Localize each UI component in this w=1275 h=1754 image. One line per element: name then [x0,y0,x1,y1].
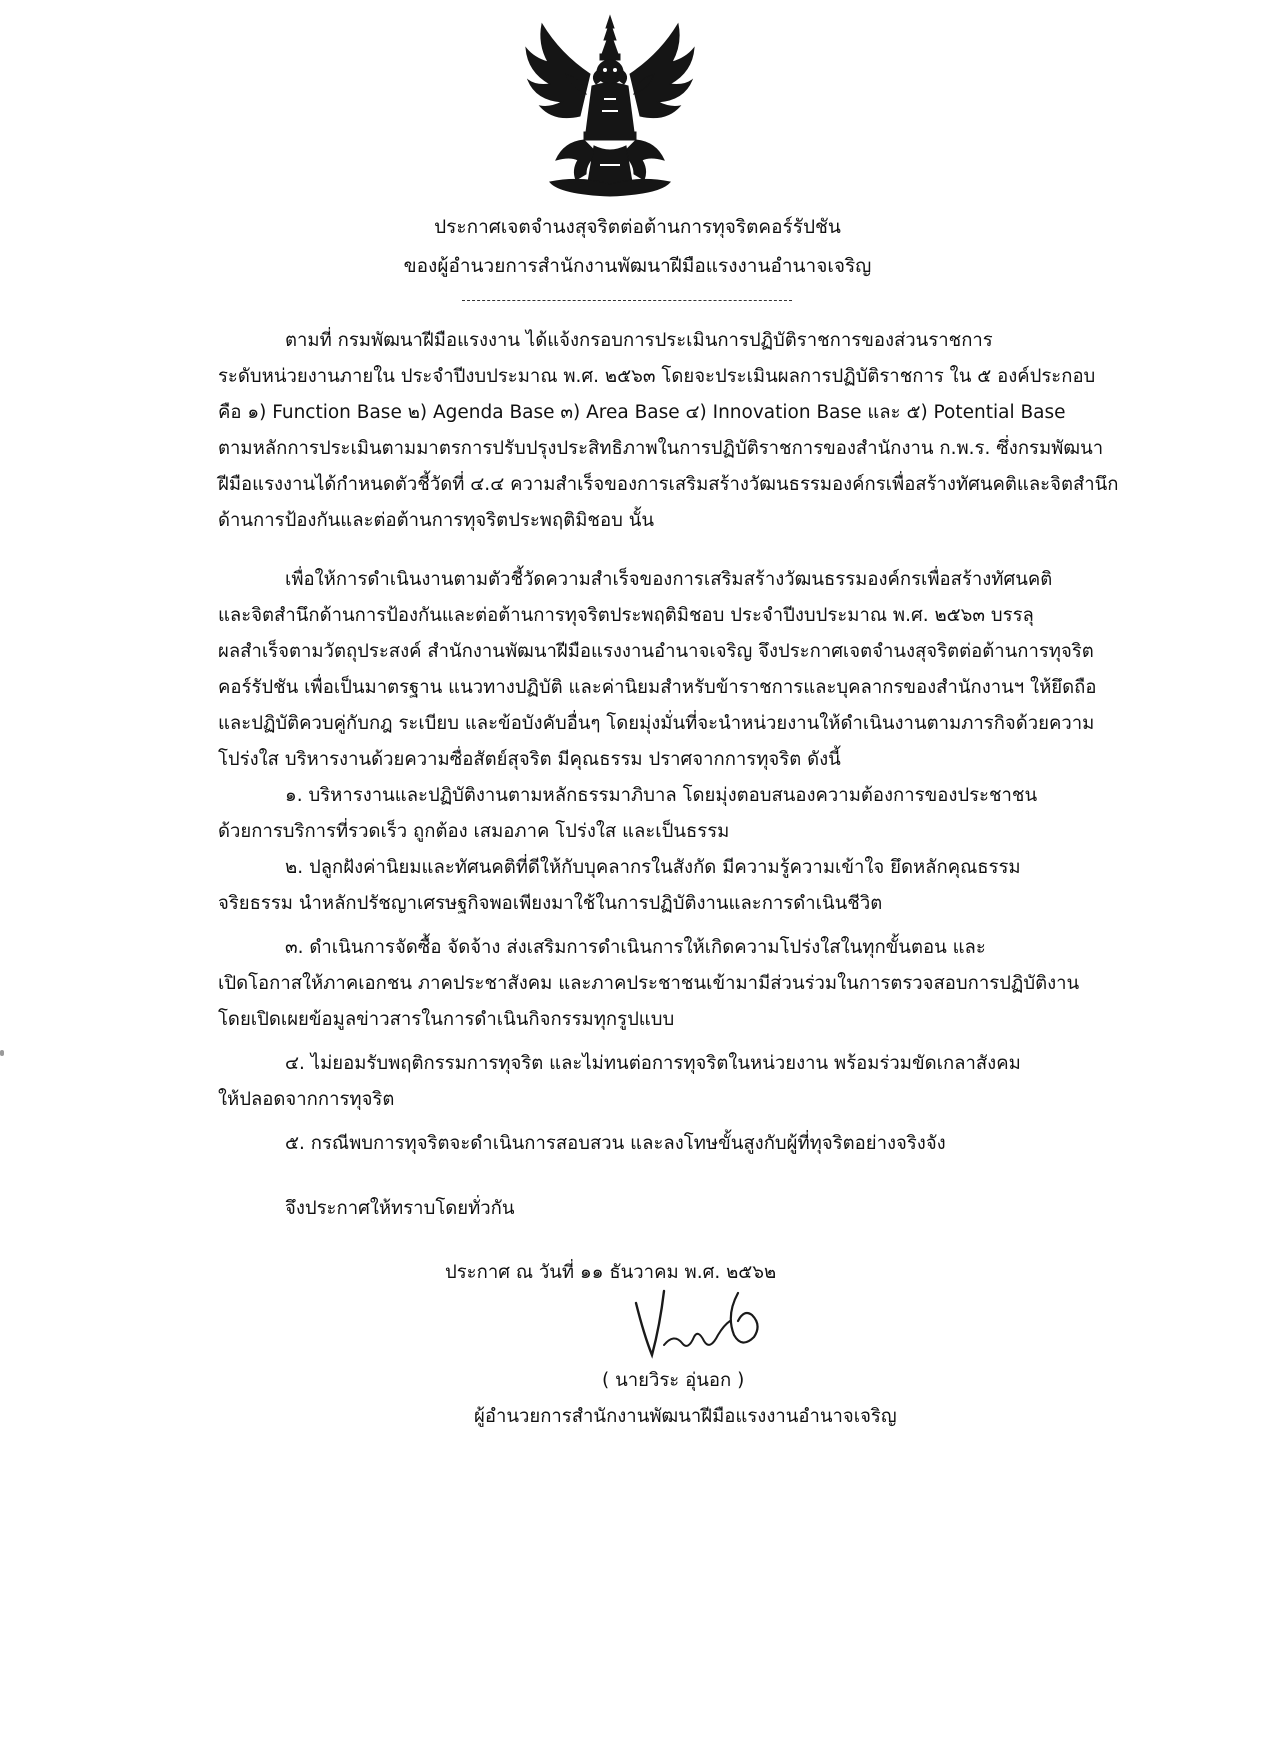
signer-position: ผู้อำนวยการสำนักงานพัฒนาฝีมือแรงงานอำนาจเจริญ [474,1406,897,1427]
para2-line: ผลสำเร็จตามวัตถุประสงค์ สำนักงานพัฒนาฝีมือแรงงานอำนาจเจริญ จึงประกาศเจตจำนงสุจริตต่อต้านการทุจริต [218,641,1094,662]
para2-line: โปร่งใส บริหารงานด้วยความซื่อสัตย์สุจริต มีคุณธรรม ปราศจากการทุจริต ดังนี้ [218,749,841,770]
signer-name: ( นายวิระ อุ่นอก ) [602,1370,745,1391]
item3-line: ๓. ดำเนินการจัดซื้อ จัดจ้าง ส่งเสริมการดำเนินการให้เกิดความโปร่งใสในทุกขั้นตอน และ [285,937,986,958]
para1-line: ระดับหน่วยงานภายใน ประจำปีงบประมาณ พ.ศ. ๒๕๖๓ โดยจะประเมินผลการปฏิบัติราชการ ใน ๕ องค์ประกอบ [218,366,1096,387]
para1-line: ตามที่ กรมพัฒนาฝีมือแรงงาน ได้แจ้งกรอบการประเมินการปฏิบัติราชการของส่วนราชการ [285,330,993,351]
announcement-date: ประกาศ ณ วันที่ ๑๑ ธันวาคม พ.ศ. ๒๕๖๒ [445,1262,777,1283]
para2-line: คอร์รัปชัน เพื่อเป็นมาตรฐาน แนวทางปฏิบัติ และค่านิยมสำหรับข้าราชการและบุคลากรของสำนักงานฯ ให้ยึดถือ [218,677,1097,698]
item1-line: ๑. บริหารงานและปฏิบัติงานตามหลักธรรมาภิบาล โดยมุ่งตอบสนองความต้องการของประชาชน [285,785,1038,806]
announcement-title: ประกาศเจตจำนงสุจริตต่อต้านการทุจริตคอร์รัปชัน [434,216,841,238]
para2-line: และปฏิบัติควบคู่กับกฎ ระเบียบ และข้อบังคับอื่นๆ โดยมุ่งมั่นที่จะนำหน่วยงานให้ดำเนินงานตามภารกิจด้วยความ [218,713,1095,734]
para1-line: คือ ๑) Function Base ๒) Agenda Base ๓) Area Base ๔) Innovation Base และ ๕) Potential Base [218,402,1066,423]
para2-line: และจิตสำนึกด้านการป้องกันและต่อต้านการทุจริตประพฤติมิชอบ ประจำปีงบประมาณ พ.ศ. ๒๕๖๓ บรรลุ [218,605,1034,626]
scan-mark [0,1050,4,1056]
item3-line: โดยเปิดเผยข้อมูลข่าวสารในการดำเนินกิจกรรมทุกรูปแบบ [218,1009,675,1030]
item3-line: เปิดโอกาสให้ภาคเอกชน ภาคประชาสังคม และภาคประชาชนเข้ามามีส่วนร่วมในการตรวจสอบการปฏิบัติงาน [218,973,1080,994]
handwritten-signature-icon [630,1285,775,1365]
item2-line: ๒. ปลูกฝังค่านิยมและทัศนคติที่ดีให้กับบุคลากรในสังกัด มีความรู้ความเข้าใจ ยึดหลักคุณธรรม [285,857,1021,878]
item4-line: ให้ปลอดจากการทุจริต [218,1089,395,1110]
item2-line: จริยธรรม นำหลักปรัชญาเศรษฐกิจพอเพียงมาใช้ในการปฏิบัติงานและการดำเนินชีวิต [218,893,883,914]
para2-line: เพื่อให้การดำเนินงานตามตัวชี้วัดความสำเร็จของการเสริมสร้างวัฒนธรรมองค์กรเพื่อสร้างทัศนคติ [285,569,1053,590]
item1-line: ด้วยการบริการที่รวดเร็ว ถูกต้อง เสมอภาค โปร่งใส และเป็นธรรม [218,821,730,842]
closing-statement: จึงประกาศให้ทราบโดยทั่วกัน [285,1198,515,1219]
para1-line: ตามหลักการประเมินตามมาตรการปรับปรุงประสิทธิภาพในการปฏิบัติราชการของสำนักงาน ก.พ.ร. ซึ่งกรมพัฒนา [218,438,1104,459]
item4-line: ๔. ไม่ยอมรับพฤติกรรมการทุจริต และไม่ทนต่อการทุจริตในหน่วยงาน พร้อมร่วมขัดเกลาสังคม [285,1053,1021,1074]
item5-line: ๕. กรณีพบการทุจริตจะดำเนินการสอบสวน และลงโทษขั้นสูงกับผู้ที่ทุจริตอย่างจริงจัง [285,1133,946,1154]
announcement-subtitle: ของผู้อำนวยการสำนักงานพัฒนาฝีมือแรงงานอำนาจเจริญ [403,255,872,277]
para1-line: ฝีมือแรงงานได้กำหนดตัวชี้วัดที่ ๔.๔ ความสำเร็จของการเสริมสร้างวัฒนธรรมองค์กรเพื่อสร้างทัศนคติและจิตสำนึก [218,474,1119,495]
title-divider [462,300,792,301]
para1-line: ด้านการป้องกันและต่อต้านการทุจริตประพฤติมิชอบ นั้น [218,510,654,531]
garuda-emblem-icon [520,14,700,199]
